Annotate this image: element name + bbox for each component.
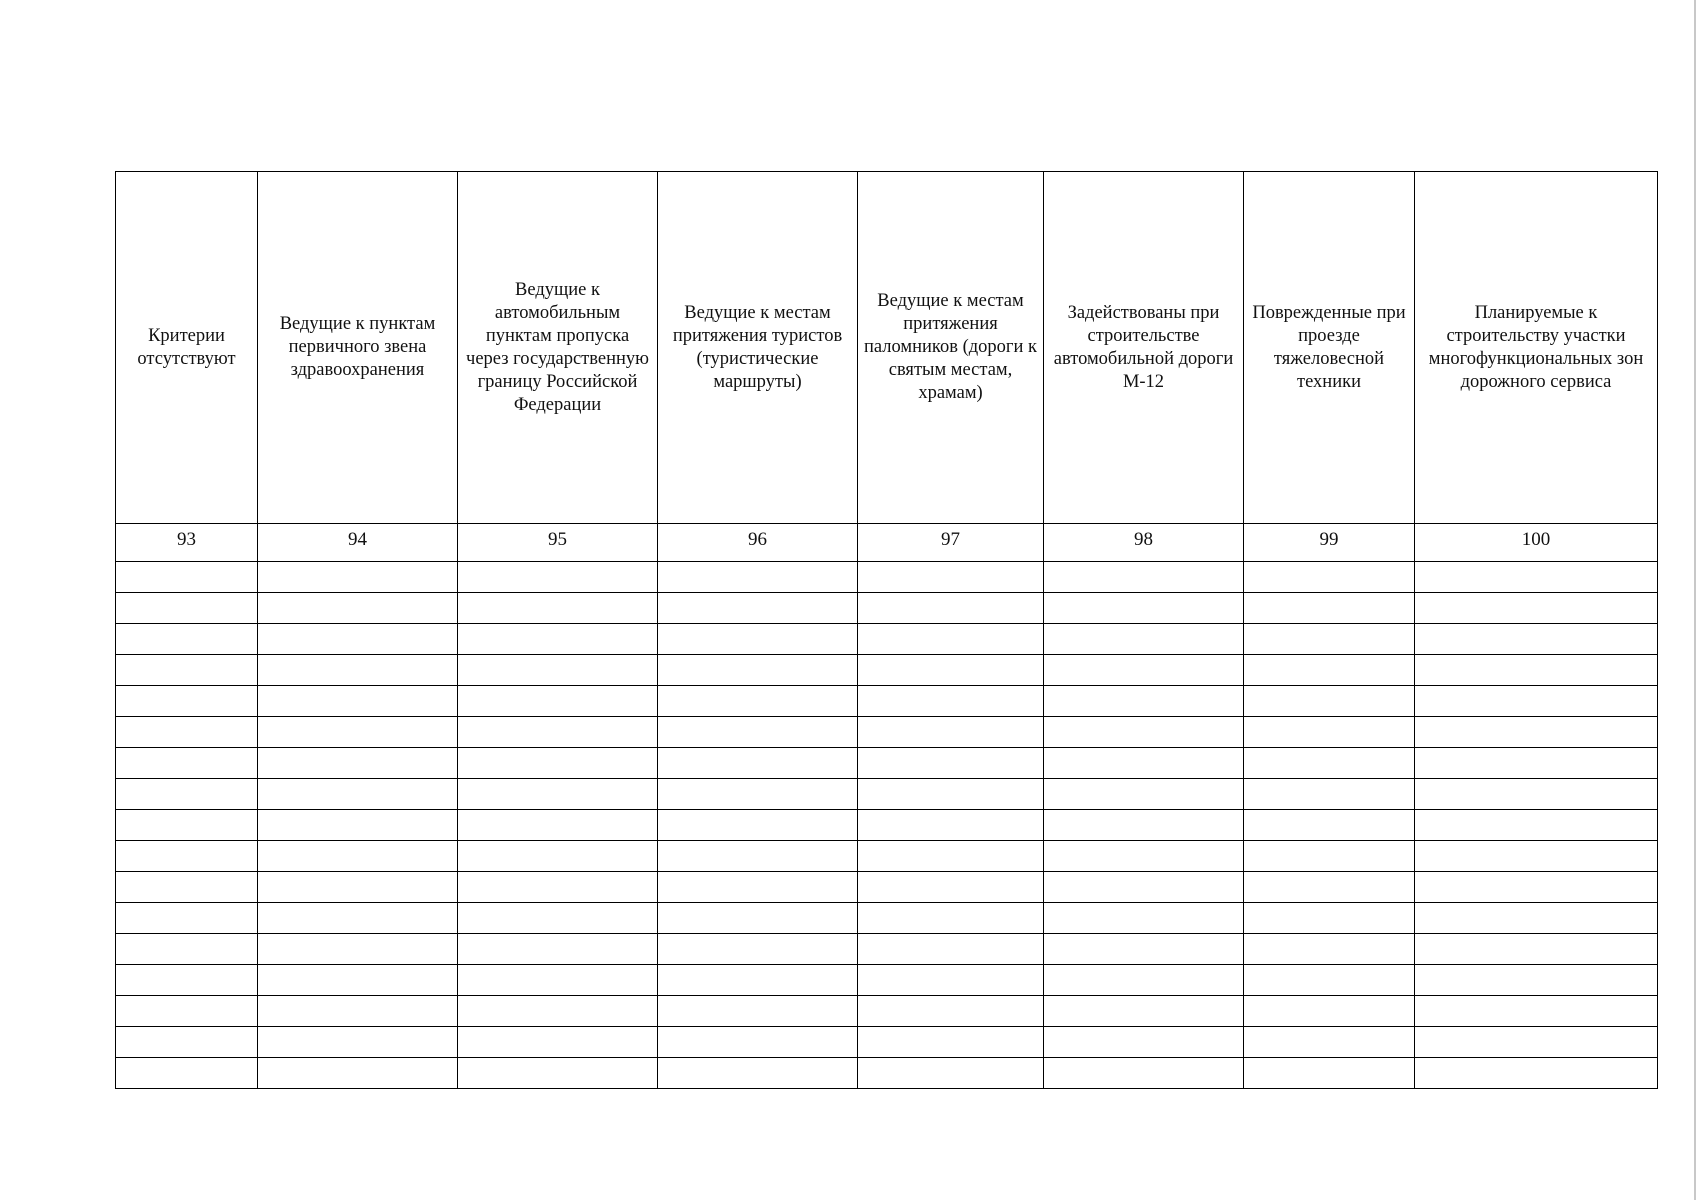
empty-cell bbox=[1244, 562, 1415, 593]
empty-cell bbox=[858, 810, 1044, 841]
table-row bbox=[116, 841, 1658, 872]
column-number-cell: 99 bbox=[1244, 524, 1415, 562]
empty-cell bbox=[258, 655, 458, 686]
empty-cell bbox=[258, 686, 458, 717]
empty-cell bbox=[858, 562, 1044, 593]
empty-cell bbox=[116, 686, 258, 717]
header-cell-93: Критерии отсутствуют bbox=[116, 172, 258, 524]
empty-cell bbox=[258, 717, 458, 748]
table-row bbox=[116, 686, 1658, 717]
empty-cell bbox=[858, 593, 1044, 624]
empty-cell bbox=[116, 1058, 258, 1089]
empty-cell bbox=[116, 717, 258, 748]
column-number-cell: 96 bbox=[658, 524, 858, 562]
empty-cell bbox=[458, 624, 658, 655]
empty-cell bbox=[1044, 686, 1244, 717]
empty-cell bbox=[258, 965, 458, 996]
header-cell-100: Планируемые к строительству участки многофункциональных зон дорожного сервиса bbox=[1415, 172, 1658, 524]
empty-cell bbox=[658, 655, 858, 686]
empty-cell bbox=[658, 841, 858, 872]
empty-cell bbox=[116, 562, 258, 593]
empty-cell bbox=[858, 934, 1044, 965]
empty-cell bbox=[1044, 624, 1244, 655]
empty-cell bbox=[658, 810, 858, 841]
empty-cell bbox=[858, 965, 1044, 996]
empty-cell bbox=[116, 903, 258, 934]
empty-cell bbox=[258, 779, 458, 810]
empty-cell bbox=[258, 748, 458, 779]
empty-cell bbox=[658, 996, 858, 1027]
empty-cell bbox=[1244, 810, 1415, 841]
empty-cell bbox=[258, 903, 458, 934]
empty-cell bbox=[858, 717, 1044, 748]
header-row bbox=[116, 172, 1658, 524]
empty-cell bbox=[658, 717, 858, 748]
table-row bbox=[116, 779, 1658, 810]
column-number-cell: 97 bbox=[858, 524, 1044, 562]
empty-cell bbox=[1044, 562, 1244, 593]
table-row bbox=[116, 624, 1658, 655]
empty-cell bbox=[658, 748, 858, 779]
table-row bbox=[116, 1058, 1658, 1089]
table-row bbox=[116, 717, 1658, 748]
column-number-cell: 98 bbox=[1044, 524, 1244, 562]
empty-cell bbox=[458, 562, 658, 593]
table-row bbox=[116, 965, 1658, 996]
empty-cell bbox=[858, 1058, 1044, 1089]
empty-cell bbox=[1044, 996, 1244, 1027]
table-row bbox=[116, 810, 1658, 841]
empty-cell bbox=[1415, 996, 1658, 1027]
empty-cell bbox=[116, 996, 258, 1027]
column-number-row bbox=[116, 524, 1658, 562]
empty-cell bbox=[116, 655, 258, 686]
empty-cell bbox=[458, 903, 658, 934]
empty-cell bbox=[458, 655, 658, 686]
empty-cell bbox=[1244, 872, 1415, 903]
empty-cell bbox=[258, 562, 458, 593]
empty-cell bbox=[116, 872, 258, 903]
empty-cell bbox=[658, 562, 858, 593]
empty-cell bbox=[116, 841, 258, 872]
empty-cell bbox=[1415, 562, 1658, 593]
column-number-cell: 93 bbox=[116, 524, 258, 562]
empty-cell bbox=[1415, 624, 1658, 655]
table-row bbox=[116, 1027, 1658, 1058]
empty-cell bbox=[1415, 872, 1658, 903]
empty-cell bbox=[458, 996, 658, 1027]
empty-cell bbox=[1244, 717, 1415, 748]
table-row bbox=[116, 593, 1658, 624]
empty-cell bbox=[458, 686, 658, 717]
empty-cell bbox=[1244, 686, 1415, 717]
empty-cell bbox=[258, 593, 458, 624]
empty-cell bbox=[1244, 1058, 1415, 1089]
empty-cell bbox=[658, 1058, 858, 1089]
empty-cell bbox=[116, 748, 258, 779]
empty-cell bbox=[116, 779, 258, 810]
table-row bbox=[116, 996, 1658, 1027]
header-cell-99: Поврежденные при проезде тяжеловесной техники bbox=[1244, 172, 1415, 524]
empty-cell bbox=[116, 810, 258, 841]
empty-cell bbox=[1415, 810, 1658, 841]
empty-cell bbox=[458, 841, 658, 872]
empty-cell bbox=[858, 655, 1044, 686]
empty-cell bbox=[1415, 1027, 1658, 1058]
empty-cell bbox=[458, 1058, 658, 1089]
empty-cell bbox=[1415, 934, 1658, 965]
empty-cell bbox=[458, 717, 658, 748]
empty-cell bbox=[258, 1027, 458, 1058]
empty-cell bbox=[1044, 1027, 1244, 1058]
empty-cell bbox=[258, 872, 458, 903]
empty-cell bbox=[1415, 655, 1658, 686]
empty-cell bbox=[258, 1058, 458, 1089]
empty-cell bbox=[258, 810, 458, 841]
empty-cell bbox=[258, 934, 458, 965]
empty-cell bbox=[658, 903, 858, 934]
empty-cell bbox=[1044, 593, 1244, 624]
empty-cell bbox=[658, 934, 858, 965]
empty-cell bbox=[1044, 810, 1244, 841]
empty-cell bbox=[658, 965, 858, 996]
empty-cell bbox=[258, 624, 458, 655]
table-row bbox=[116, 748, 1658, 779]
empty-cell bbox=[1044, 1058, 1244, 1089]
empty-cell bbox=[1044, 779, 1244, 810]
empty-cell bbox=[1244, 903, 1415, 934]
table-row bbox=[116, 903, 1658, 934]
column-number-cell: 95 bbox=[458, 524, 658, 562]
empty-cell bbox=[1244, 624, 1415, 655]
empty-cell bbox=[116, 934, 258, 965]
empty-cell bbox=[1244, 1027, 1415, 1058]
empty-cell bbox=[658, 1027, 858, 1058]
table-row bbox=[116, 934, 1658, 965]
empty-cell bbox=[1244, 996, 1415, 1027]
empty-cell bbox=[1415, 593, 1658, 624]
empty-cell bbox=[1244, 841, 1415, 872]
empty-cell bbox=[658, 779, 858, 810]
header-cell-94: Ведущие к пунктам первичного звена здравоохранения bbox=[258, 172, 458, 524]
empty-cell bbox=[1244, 748, 1415, 779]
header-cell-97: Ведущие к местам притяжения паломников (дороги к святым местам, храмам) bbox=[858, 172, 1044, 524]
empty-cell bbox=[858, 1027, 1044, 1058]
header-cell-95: Ведущие к автомобильным пунктам пропуска через государственную границу Российской Федерации bbox=[458, 172, 658, 524]
empty-cell bbox=[1244, 934, 1415, 965]
empty-cell bbox=[458, 810, 658, 841]
empty-cell bbox=[458, 934, 658, 965]
empty-cell bbox=[858, 996, 1044, 1027]
empty-cell bbox=[458, 748, 658, 779]
empty-cell bbox=[1415, 841, 1658, 872]
empty-cell bbox=[858, 841, 1044, 872]
empty-cell bbox=[1044, 841, 1244, 872]
table-row bbox=[116, 562, 1658, 593]
header-cell-98: Задействованы при строительстве автомобильной дороги М-12 bbox=[1044, 172, 1244, 524]
empty-cell bbox=[1044, 748, 1244, 779]
empty-cell bbox=[116, 965, 258, 996]
empty-cell bbox=[1415, 686, 1658, 717]
column-number-cell: 100 bbox=[1415, 524, 1658, 562]
empty-cell bbox=[658, 686, 858, 717]
empty-cell bbox=[1044, 965, 1244, 996]
empty-cell bbox=[658, 624, 858, 655]
empty-cell bbox=[1044, 655, 1244, 686]
empty-cell bbox=[1415, 717, 1658, 748]
empty-cell bbox=[458, 593, 658, 624]
empty-cell bbox=[458, 872, 658, 903]
empty-cell bbox=[1415, 1058, 1658, 1089]
empty-cell bbox=[1044, 872, 1244, 903]
empty-cell bbox=[458, 965, 658, 996]
empty-cell bbox=[1244, 779, 1415, 810]
empty-cell bbox=[1415, 965, 1658, 996]
empty-cell bbox=[1415, 903, 1658, 934]
table-row bbox=[116, 655, 1658, 686]
empty-cell bbox=[258, 841, 458, 872]
empty-cell bbox=[658, 872, 858, 903]
empty-cell bbox=[1244, 593, 1415, 624]
empty-cell bbox=[858, 872, 1044, 903]
empty-cell bbox=[258, 996, 458, 1027]
criteria-table bbox=[115, 171, 1658, 1089]
empty-cell bbox=[858, 903, 1044, 934]
empty-cell bbox=[858, 624, 1044, 655]
header-cell-96: Ведущие к местам притяжения туристов (туристические маршруты) bbox=[658, 172, 858, 524]
empty-cell bbox=[116, 593, 258, 624]
empty-cell bbox=[116, 1027, 258, 1058]
empty-cell bbox=[1044, 717, 1244, 748]
empty-cell bbox=[658, 593, 858, 624]
table-row bbox=[116, 872, 1658, 903]
empty-cell bbox=[858, 686, 1044, 717]
empty-cell bbox=[858, 779, 1044, 810]
empty-cell bbox=[1415, 779, 1658, 810]
empty-cell bbox=[1244, 655, 1415, 686]
empty-cell bbox=[458, 1027, 658, 1058]
empty-cell bbox=[858, 748, 1044, 779]
empty-cell bbox=[116, 624, 258, 655]
empty-cell bbox=[1044, 934, 1244, 965]
empty-cell bbox=[458, 779, 658, 810]
empty-cell bbox=[1244, 965, 1415, 996]
column-number-cell: 94 bbox=[258, 524, 458, 562]
empty-cell bbox=[1044, 903, 1244, 934]
empty-cell bbox=[1415, 748, 1658, 779]
